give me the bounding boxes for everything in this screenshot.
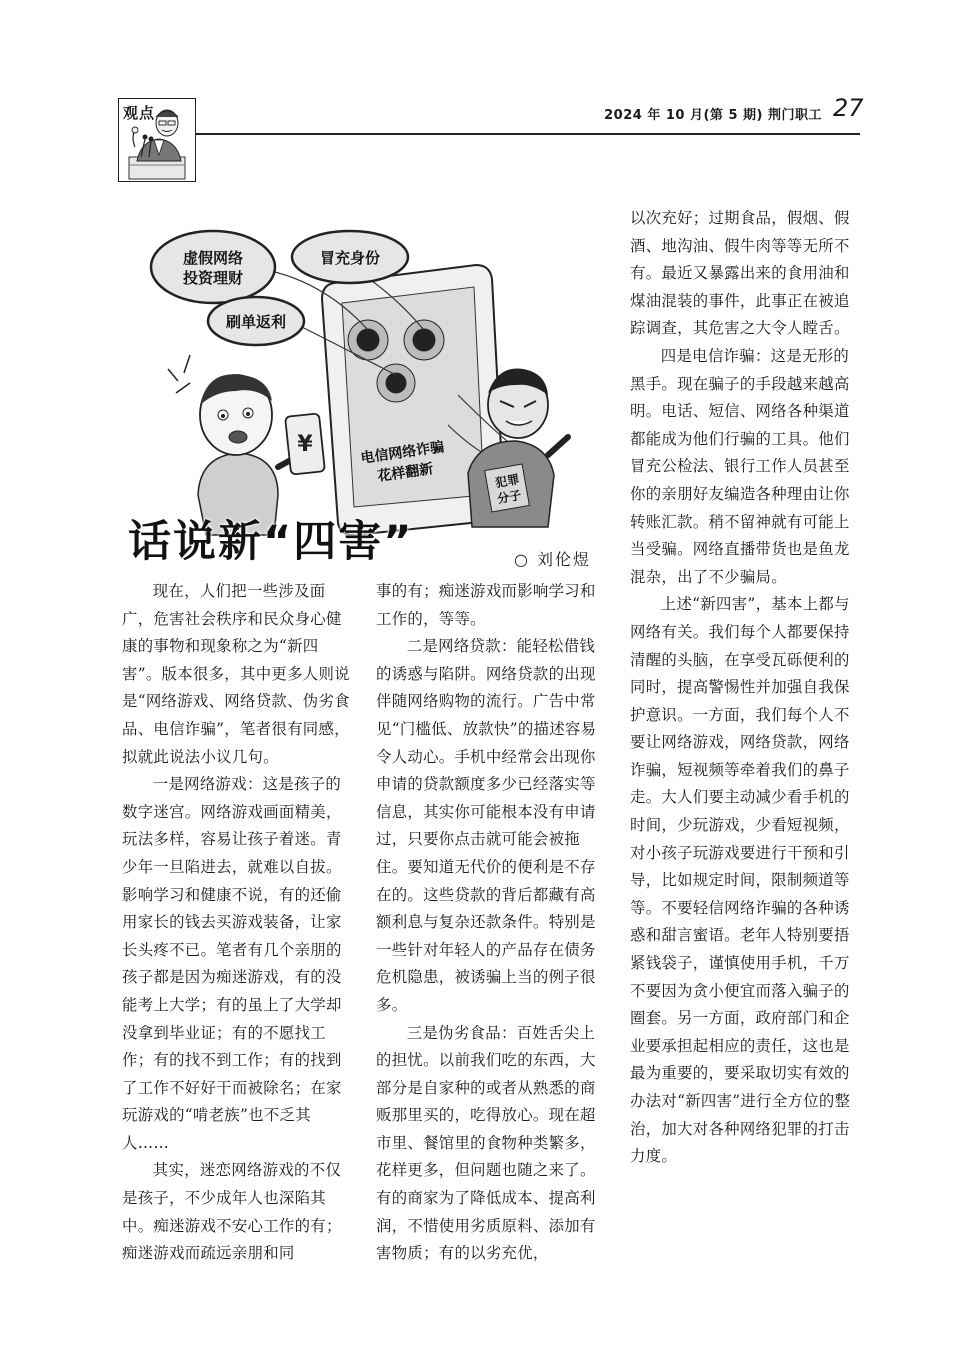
bubble-rebate-text: 刷单返利 — [225, 313, 287, 331]
paragraph-continuation: 事的有；痴迷游戏而影响学习和工作的，等等。 — [376, 582, 596, 628]
paragraph: 三是伪劣食品：百姓舌尖上的担忧。以前我们吃的东西，大部分是自家种的或者从熟悉的商贩那里买的，吃得放心。现在超市里、餐馆里的食物种类繁多，花样更多，但问题也随之来了。有的商家为了降低成本、提高利润，不惜使用劣质原料、添加有害物质；有的以劣充优， — [376, 1023, 596, 1263]
article-column-1 — [122, 578, 354, 1268]
svg-text:¥: ¥ — [297, 432, 313, 457]
small-phone-icon — [285, 413, 325, 474]
article-column-3 — [630, 205, 862, 1171]
paragraph: 二是网络贷款：能轻松借钱的诱惑与陷阱。网络贷款的出现伴随网络购物的流行。广告中常见“门槛低、放款快”的描述容易令人动心。手机中经常会出现你申请的贷款额度多少已经落实等信息，其实你可能根本没有申请过，只要你点击就可能会被拖住。要知道无代价的便利是不存在的。这些贷款的背后都藏有高额利息与复杂还款条件。特别是一些针对年轻人的产品存在债务危机隐患，被诱骗上当的例子很多。 — [376, 637, 597, 1014]
paragraph-continuation: 以次充好；过期食品，假烟、假酒、地沟油、假牛肉等等无所不有。最近又暴露出来的食用油和煤油混装的事件，此事正在被追踪调查，其危害之大令人瞠舌。 — [630, 209, 850, 338]
phone-text-line1: 电信网络诈骗 — [359, 439, 446, 467]
phone-text-line2: 花样翻新 — [376, 461, 435, 485]
header-rule — [196, 133, 860, 135]
bubble-impersonation-text: 冒充身份 — [319, 249, 381, 267]
paragraph: 上述“新四害”，基本上都与网络有关。我们每个人都要保持清醒的头脑，在享受瓦砾便利的同时，提高警惕性并加强自我保护意识。一方面，我们每个人不要让网络游戏，网络贷款，网络诈骗，短视频等牵着我们的鼻子走。大人们要主动减少看手机的时间，少玩游戏，少看短视频，对小孩子玩游戏要进行干预和引导，比如规定时间，限制频道等等。不要轻信网络诈骗的各种诱惑和甜言蜜语。老年人特别要捂紧钱袋子，谨慎使用手机，千万不要因为贪小便宜而落入骗子的圈套。另一方面，政府部门和企业要承担起相应的责任，这也是最为重要的，要采取切实有效的办法对“新四害”进行全方位的整治，加大对各种网络犯罪的打击力度。 — [630, 595, 851, 1166]
paragraph: 一是网络游戏：这是孩子的数字迷宫。网络游戏画面精美，玩法多样，容易让孩子着迷。青少年一旦陷进去，就难以自拔。影响学习和健康不说，有的还偷用家长的钱去买游戏装备，让家长头疼不已。笔者有几个亲朋的孩子都是因为痴迷游戏，有的没能考上大学；有的虽上了大学却没拿到毕业证；有的不愿找工作；有的找不到工作；有的找到了工作不好好干而被除名；在家玩游戏的“啃老族”也不乏其人…… — [122, 775, 342, 1152]
article-illustration — [128, 205, 604, 545]
speaker-portrait-icon — [119, 99, 195, 181]
speech-bubble-investment — [151, 231, 275, 303]
paragraph: 现在，人们把一些涉及面广，危害社会秩序和民众身心健康的事物和现象称之为“新四害”。版本很多，其中更多人则说是“网络游戏、网络贷款、伪劣食品、电信诈骗”，笔者很有同感，拟就此说法小议几句。 — [122, 582, 350, 766]
bubble-investment-line2: 投资理财 — [182, 269, 244, 287]
villain-tag-line1: 犯罪 — [494, 472, 521, 491]
article-column-2 — [376, 578, 608, 1268]
section-label: 观点 — [123, 104, 156, 122]
paragraph: 四是电信诈骗：这是无形的黑手。现在骗子的手段越来越高明。电话、短信、网络各种渠道都能成为他们行骗的工具。他们冒充公检法、银行工作人员甚至你的亲朋好友编造各种理由让你转账汇款。稍不留神就有可能上当受骗。网络直播带货也是鱼龙混杂，出了不少骗局。 — [630, 346, 850, 586]
author-byline: ○ 刘伦煜 — [514, 550, 592, 569]
section-badge — [118, 98, 196, 182]
article-title: 话说新“四害” — [128, 517, 414, 567]
issue-info: 2024 年 10 月(第 5 期) 荆门职工 — [604, 108, 822, 123]
bubble-investment-line1: 虚假网络 — [182, 249, 244, 267]
villain-tag-line2: 分子 — [496, 488, 523, 507]
paragraph: 其实，迷恋网络游戏的不仅是孩子，不少成年人也深陷其中。痴迷游戏不安心工作的有；痴迷游戏而疏远亲朋和同 — [122, 1161, 342, 1263]
page-number: 27 — [833, 94, 864, 122]
